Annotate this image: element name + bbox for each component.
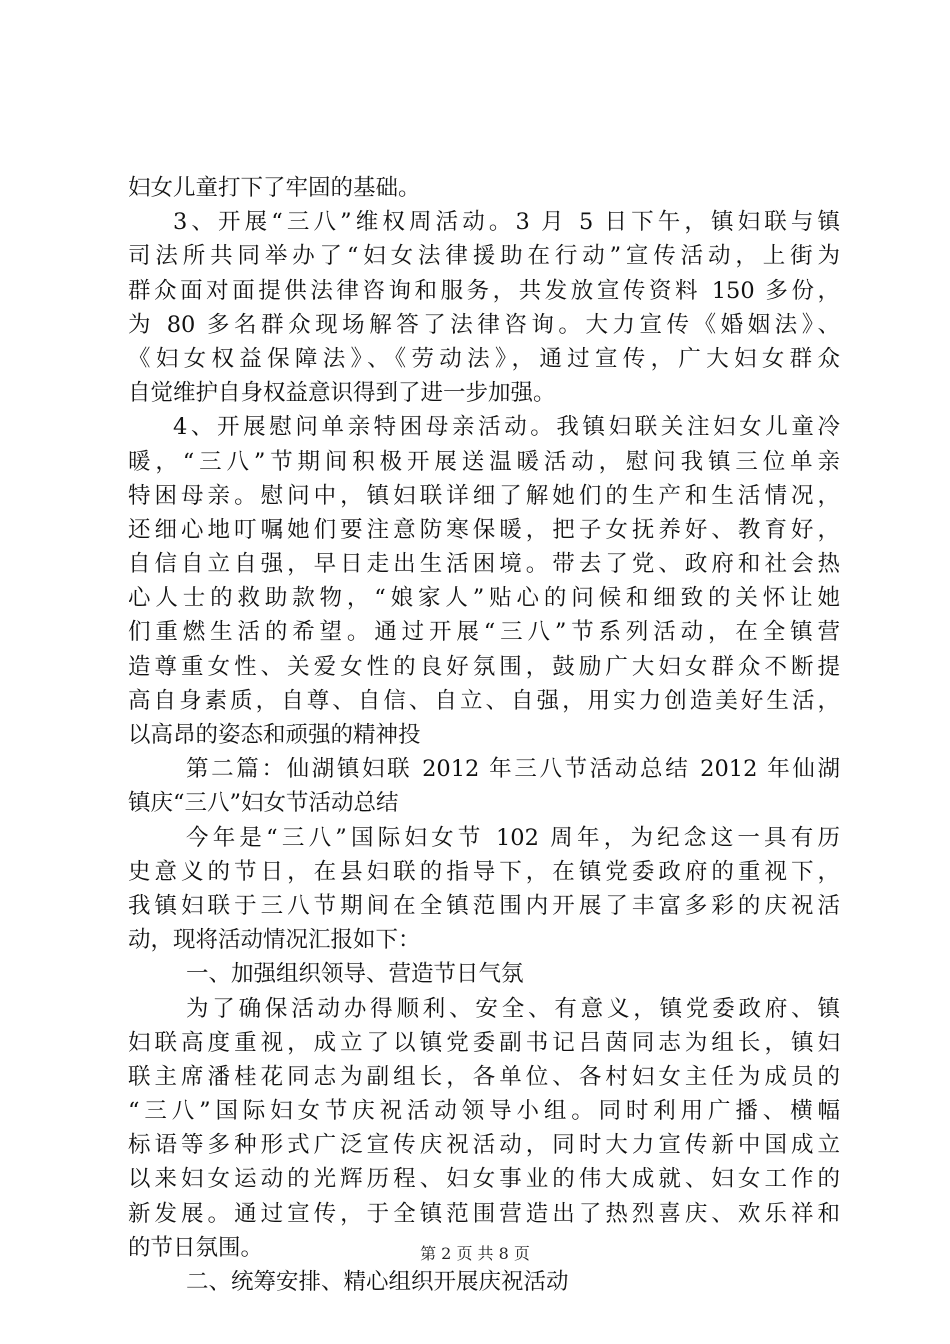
text-line: 造尊重女性、关爱女性的良好氛围，鼓励广大妇女群众不断提	[128, 653, 840, 680]
text-line: 特困母亲。慰问中，镇妇联详细了解她们的生产和生活情况，	[128, 482, 840, 509]
text-line: 史意义的节日，在县妇联的指导下，在镇党委政府的重视下，	[128, 858, 840, 885]
text-line: 暖，“三八”节期间积极开展送温暖活动，慰问我镇三位单亲	[128, 448, 840, 475]
text-line: 以来妇女运动的光辉历程、妇女事业的伟大成就、妇女工作的	[128, 1166, 840, 1193]
text-line: 心人士的救助款物，“娘家人”贴心的问候和细致的关怀让她	[128, 585, 840, 612]
text-line: 司法所共同举办了“妇女法律援助在行动”宣传活动，上街为	[128, 243, 840, 270]
text-line: 一、加强组织领导、营造节日气氛	[186, 961, 524, 988]
text-line: 第二篇：仙湖镇妇联 2012 年三八节活动总结 2012 年仙湖	[186, 756, 840, 783]
text-line: 今年是“三八”国际妇女节 102 周年，为纪念这一具有历	[186, 824, 840, 851]
text-line: 自觉维护自身权益意识得到了进一步加强。	[128, 380, 556, 407]
text-line: 以高昂的姿态和顽强的精神投	[128, 722, 421, 748]
text-line: 还细心地叮嘱她们要注意防寒保暖，把子女抚养好、教育好，	[128, 516, 840, 543]
text-line: 镇庆“三八”妇女节活动总结	[128, 790, 399, 817]
text-line: 新发展。通过宣传，于全镇范围营造出了热烈喜庆、欢乐祥和	[128, 1200, 840, 1227]
text-line: 高自身素质，自尊、自信、自立、自强，用实力创造美好生活，	[128, 687, 840, 714]
text-line: 群众面对面提供法律咨询和服务，共发放宣传资料 150 多份，	[128, 277, 840, 304]
page-footer: 第 2 页 共 8 页	[420, 1244, 530, 1263]
text-line: 自信自立自强，早日走出生活困境。带去了党、政府和社会热	[128, 551, 840, 578]
text-line: 《妇女权益保障法》、《劳动法》，通过宣传，广大妇女群众	[128, 345, 840, 372]
text-line: 妇女儿童打下了牢固的基础。	[128, 175, 421, 201]
text-line: “三八”国际妇女节庆祝活动领导小组。同时利用广播、横幅	[128, 1098, 840, 1125]
text-line: 的节日氛围。	[128, 1234, 264, 1261]
text-line: 标语等多种形式广泛宣传庆祝活动，同时大力宣传新中国成立	[128, 1132, 840, 1159]
text-line: 为 80 多名群众现场解答了法律咨询。大力宣传《婚姻法》、	[128, 311, 840, 338]
text-line: 动，现将活动情况汇报如下：	[128, 927, 421, 954]
text-line: 二、统筹安排、精心组织开展庆祝活动	[186, 1269, 569, 1295]
text-line: 4、开展慰问单亲特困母亲活动。我镇妇联关注妇女儿童冷	[173, 414, 840, 441]
text-line: 3、开展“三八”维权周活动。3 月 5 日下午，镇妇联与镇	[173, 209, 840, 236]
document-body	[128, 171, 840, 1299]
text-line: 们重燃生活的希望。通过开展“三八”节系列活动，在全镇营	[128, 619, 840, 646]
text-line: 为了确保活动办得顺利、安全、有意义，镇党委政府、镇	[186, 995, 840, 1022]
text-line: 联主席潘桂花同志为副组长，各单位、各村妇女主任为成员的	[128, 1063, 840, 1090]
text-line: 我镇妇联于三八节期间在全镇范围内开展了丰富多彩的庆祝活	[128, 892, 840, 919]
text-line: 妇联高度重视，成立了以镇党委副书记吕茵同志为组长，镇妇	[128, 1029, 840, 1056]
